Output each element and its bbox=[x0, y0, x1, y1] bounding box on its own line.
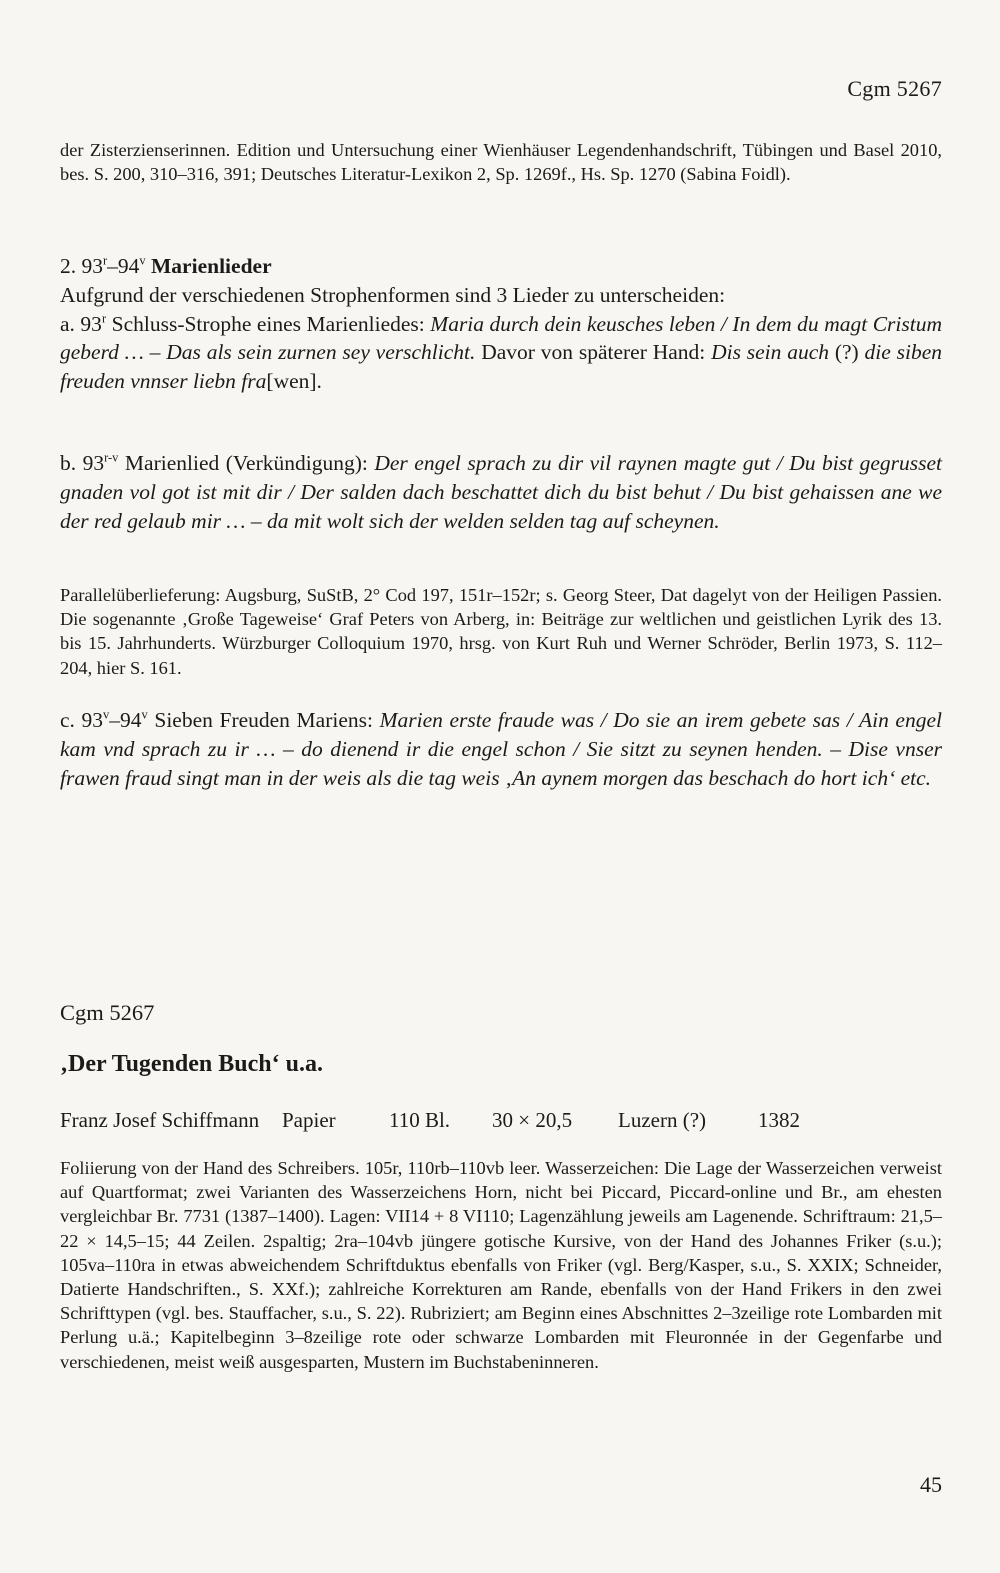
meta-line bbox=[60, 1108, 800, 1133]
parallel-block bbox=[60, 583, 942, 680]
description-block bbox=[60, 1156, 942, 1374]
aufgrund-line: Aufgrund der verschiedenen Strophenformen sind 3 Lieder zu unterscheiden: bbox=[60, 282, 726, 307]
item-2-heading: 2. 93$^r$–94$^v$ Marienlieder bbox=[60, 253, 272, 278]
item-2-title: Marienlieder bbox=[151, 254, 272, 278]
running-head: Cgm 5267 bbox=[847, 76, 942, 101]
page-number: 45 bbox=[920, 1472, 942, 1497]
meta-size: 30 × 20,5 bbox=[492, 1108, 573, 1132]
meta-year: 1382 bbox=[758, 1108, 800, 1132]
item-b: b. 93$^{r-v}$ Marienlied (Verkündigung): Der engel sprach zu dir vil raynen magte gut / Du bist gegrusset gnaden vol got ist mit dir / Der salden dach beschattet dich du bist behut / Du bist gehaissen ane we der red gelaub mir … – da mit wolt sich der welden selden tag auf scheynen. bbox=[60, 450, 942, 533]
meta-material: Papier bbox=[282, 1108, 336, 1132]
section-title: ‚Der Tugenden Buch‘ u.a. bbox=[60, 1051, 323, 1077]
intro-block bbox=[60, 138, 942, 186]
meta-place: Luzern (?) bbox=[618, 1108, 707, 1132]
section-signature: Cgm 5267 bbox=[60, 1000, 155, 1025]
item-2-block bbox=[60, 252, 942, 396]
item-c: c. 93$^v$–94$^v$ Sieben Freuden Mariens: Marien erste fraude was / Do sie an irem gebete sas / Ain engel kam vnd sprach zu ir … – do dienend ir die engel schon / Sie sitzt zu seynen henden. – Dise vnser frawen fraud singt man in der weis als die tag weis ‚An aynem morgen das beschach do hort ich‘ etc. bbox=[60, 707, 942, 790]
meta-leaves: 110 Bl. bbox=[389, 1108, 451, 1132]
description-paragraph: Foliierung von der Hand des Schreibers. 105r, 110rb–110vb leer. Wasserzeichen: Die Lage der Wasserzeichen verweist auf Quartformat; zwei Varianten des Wasserzeichens Horn, nicht bei Piccard, Piccard-online und Br., am ehesten vergleichbar Br. 7731 (1387–1400). Lagen: VII14 + 8 VI110; Lagenzählung jeweils am Lagenende. Schriftraum: 21,5–22 × 14,5–15; 44 Zeilen. 2spaltig; 2ra–104vb jüngere gotische Kursive, von der Hand des Johannes Friker (s.u.); 105va–110ra in etwas abweichendem Schriftduktus ebenfalls von Friker (vgl. Berg/Kasper, s.u., S. XXIX; Schneider, Datierte Handschriften., S. XXf.); zahlreiche Korrekturen am Rande, ebenfalls von der Hand Frikers in den zwei Schrifttypen (vgl. bes. Stauffacher, s.u., S. 22). Rubriziert; am Beginn eines Abschnittes 2–3zeilige rote Lombarden mit Perlung u.ä.; Kapitelbeginn 3–8zeilige rote oder schwarze Lombarden mit Fleuronnée in der Gegenfarbe und verschiedenen, meist weiß ausgesparten, Mustern im Buchstabeninneren. bbox=[60, 1158, 942, 1372]
meta-author: Franz Josef Schiffmann bbox=[60, 1108, 260, 1132]
item-b-block bbox=[60, 449, 942, 535]
intro-paragraph: der Zisterzienserinnen. Edition und Untersuchung einer Wienhäuser Legendenhandschrift, Tübingen und Basel 2010, bes. S. 200, 310–316, 391; Deutsches Literatur-Lexikon 2, Sp. 1269f., Hs. Sp. 1270 (Sabina Foidl). bbox=[60, 140, 942, 185]
item-c-block bbox=[60, 706, 942, 792]
parallel-paragraph: Parallelüberlieferung: Augsburg, SuStB, 2° Cod 197, 151r–152r; s. Georg Steer, Dat dagelyt von der Heiligen Passien. Die sogenannte ‚Große Tageweise‘ Graf Peters von Arberg, in: Beiträge zur weltlichen und geistlichen Lyrik des 13. bis 15. Jahrhunderts. Würzburger Colloquium 1970, hrsg. von Kurt Ruh und Werner Schröder, Berlin 1973, S. 112–204, hier S. 161. bbox=[60, 585, 942, 678]
item-a: a. 93$^r$ Schluss-Strophe eines Marienliedes: Maria durch dein keusches leben / In dem du magt Cristum geberd … – Das als sein zurnen sey verschlicht. Davor von späterer Hand: Dis sein auch (?) die siben freuden vnnser liebn fra[wen]. bbox=[60, 310, 942, 394]
